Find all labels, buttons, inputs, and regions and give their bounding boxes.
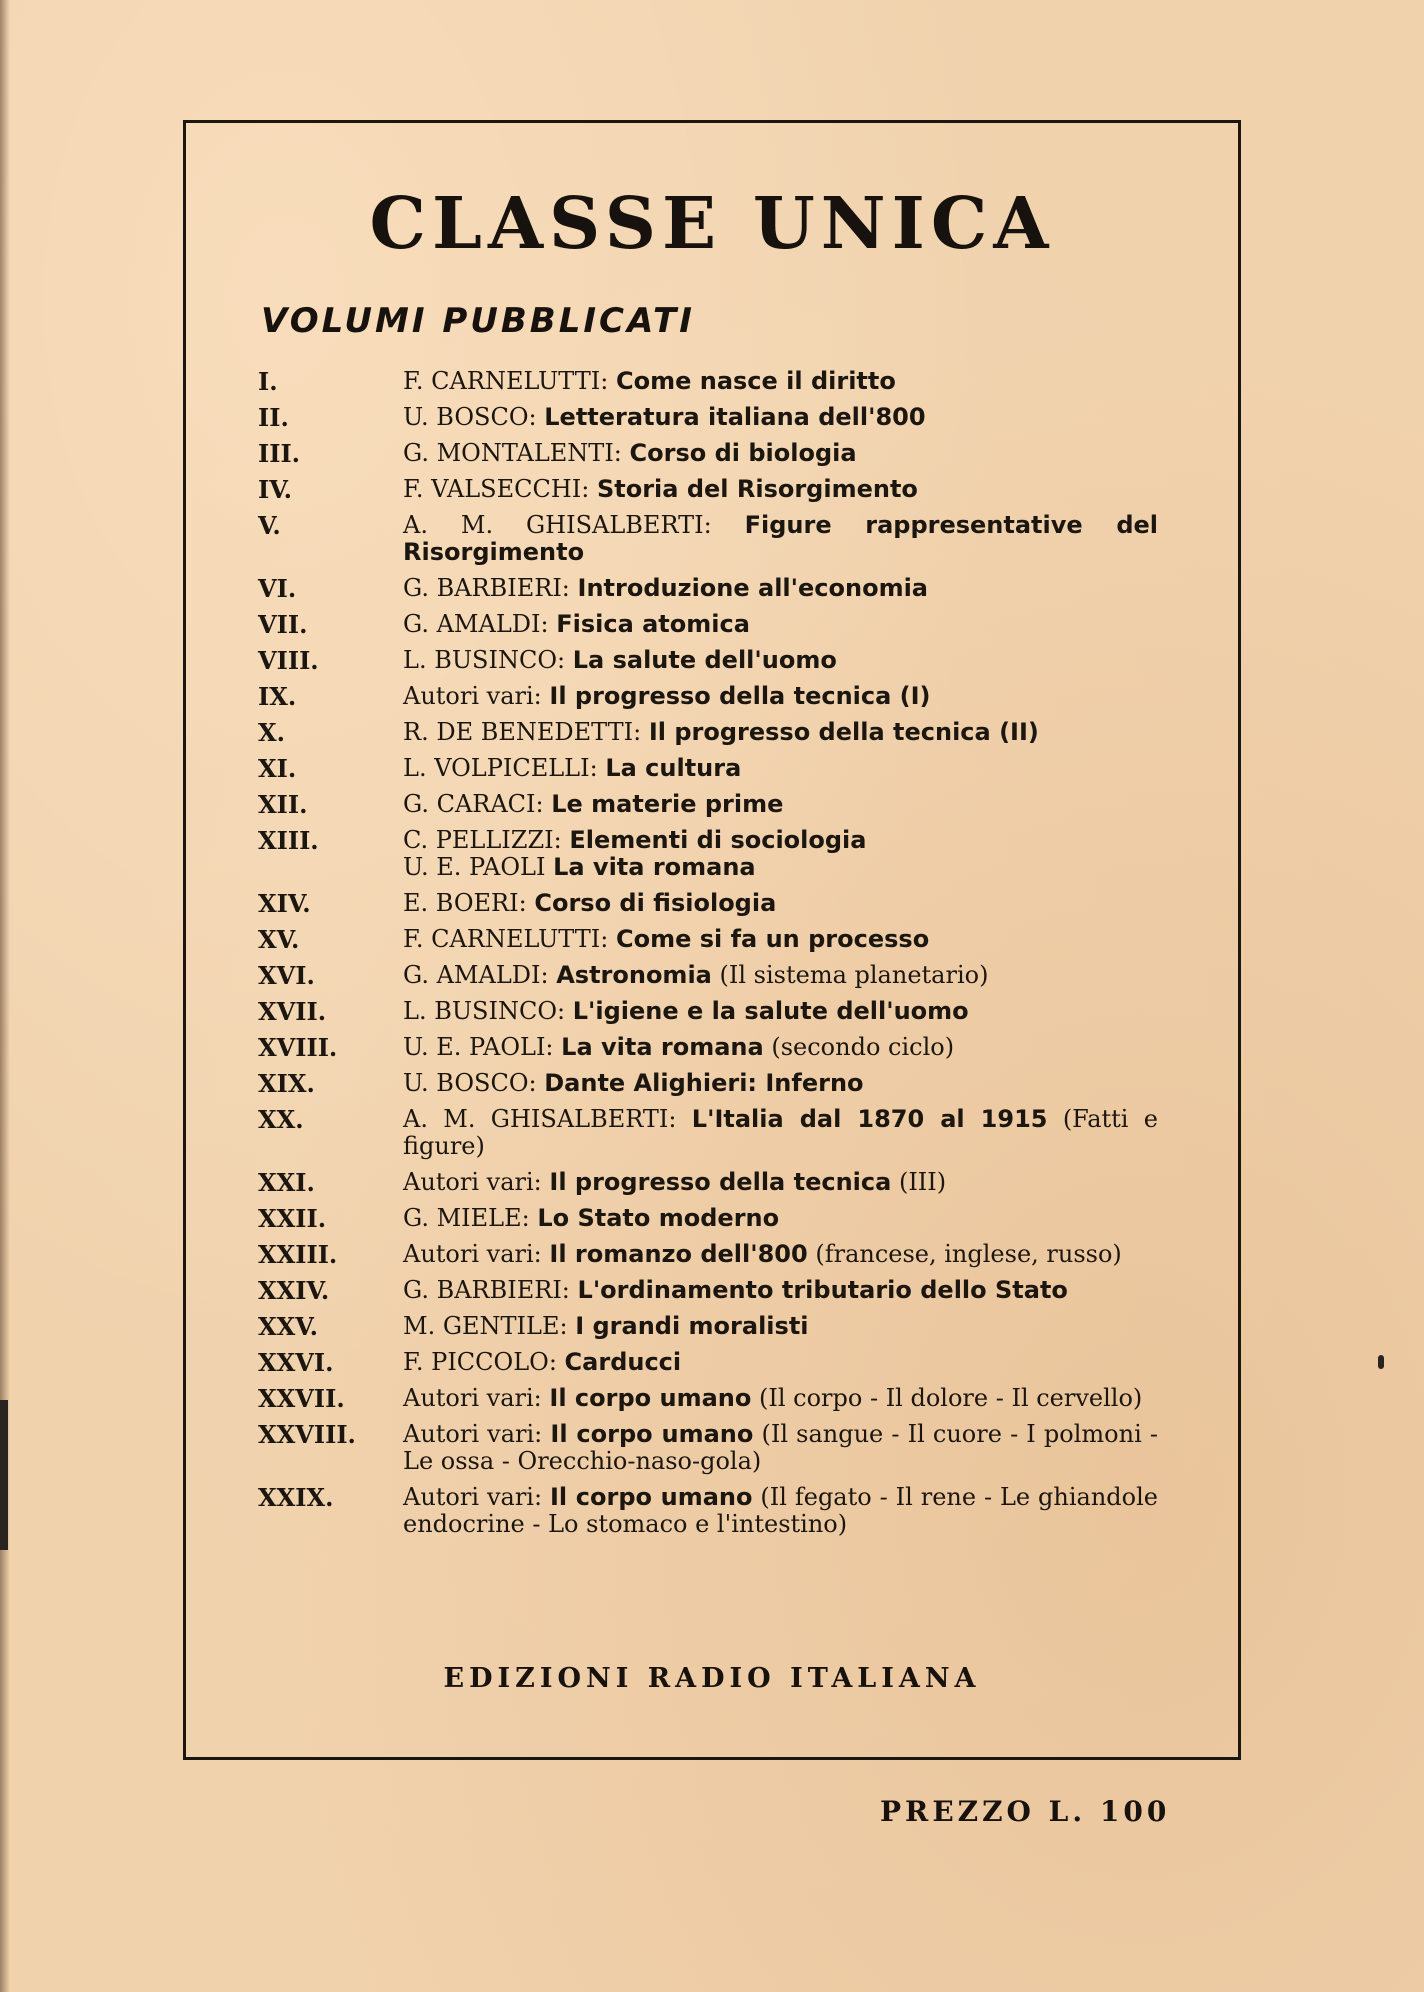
- volume-author: U. BOSCO:: [403, 1069, 537, 1097]
- volume-title: Lo Stato moderno: [537, 1204, 780, 1232]
- volume-entry: [403, 1205, 1158, 1232]
- volume-row: [258, 1205, 1158, 1232]
- volume-entry: [403, 1241, 1158, 1268]
- volume-number: XXIV.: [258, 1276, 330, 1305]
- volume-entry: [403, 998, 1158, 1025]
- volume-number: I.: [258, 367, 278, 396]
- volume-title: Come nasce il diritto: [615, 367, 896, 395]
- volume-number: XXVI.: [258, 1348, 334, 1377]
- volume-title: Corso di biologia: [629, 439, 857, 467]
- volume-row: [258, 1034, 1158, 1061]
- volume-number: III.: [258, 439, 301, 468]
- volume-row: [258, 476, 1158, 503]
- volume-title: Fisica atomica: [556, 610, 750, 638]
- volume-author: E. BOERI:: [403, 889, 527, 917]
- volume-title: Il corpo umano: [549, 1384, 752, 1412]
- volume-entry: [403, 1484, 1158, 1538]
- volume-entry: [403, 1070, 1158, 1097]
- volume-entry: [403, 1349, 1158, 1376]
- volume-number: XXIX.: [258, 1483, 334, 1512]
- volume-row: [258, 1277, 1158, 1304]
- volume-row: [258, 440, 1158, 467]
- volume-subtitle: (Il sangue - Il cuore - I polmoni - Le ossa - Orecchio-naso-gola): [403, 1420, 1158, 1475]
- volume-row: [258, 755, 1158, 782]
- volume-row: [258, 647, 1158, 674]
- volume-row: [258, 1421, 1158, 1475]
- volume-number: XXI.: [258, 1168, 315, 1197]
- volume-number: XI.: [258, 754, 297, 783]
- volume-author: F. CARNELUTTI:: [403, 925, 609, 953]
- volume-author: A. M. GHISALBERTI:: [403, 511, 712, 539]
- volume-author: Autori vari:: [403, 1384, 542, 1412]
- volume-number: X.: [258, 718, 285, 747]
- volume-author: L. BUSINCO:: [403, 997, 566, 1025]
- page-edge-tear: [0, 1400, 8, 1550]
- volume-author: F. CARNELUTTI:: [403, 367, 609, 395]
- volume-row: [258, 926, 1158, 953]
- volume-author: Autori vari:: [403, 1240, 542, 1268]
- volume-row: [258, 998, 1158, 1025]
- volume-author: Autori vari:: [403, 682, 542, 710]
- volume-number: XX.: [258, 1105, 304, 1134]
- volume-row: [258, 791, 1158, 818]
- volume-entry: [403, 890, 1158, 917]
- volume-row: [258, 611, 1158, 638]
- volume-entry: [403, 962, 1158, 989]
- volume-entry: [403, 719, 1158, 746]
- volume-row: [258, 1349, 1158, 1376]
- volume-number: XXVII.: [258, 1384, 345, 1413]
- volume-entry: [403, 791, 1158, 818]
- volume-subtitle: (III): [898, 1168, 947, 1196]
- volume-number: XV.: [258, 925, 300, 954]
- volume-row: [258, 1070, 1158, 1097]
- volume-row: [258, 1484, 1158, 1538]
- volume-entry: [403, 1169, 1158, 1196]
- volume-number: VII.: [258, 610, 308, 639]
- volume-number: V.: [258, 511, 281, 540]
- volume-title: La salute dell'uomo: [572, 646, 837, 674]
- volume-entry: [403, 575, 1158, 602]
- volume-author: Autori vari:: [403, 1483, 543, 1511]
- volume-title: Elementi di sociologia: [569, 826, 867, 854]
- volume-number: IV.: [258, 475, 293, 504]
- volume-subtitle: (secondo ciclo): [771, 1033, 955, 1061]
- volume-subtitle: (Il corpo - Il dolore - Il cervello): [759, 1384, 1143, 1412]
- volume-title: Storia del Risorgimento: [596, 475, 918, 503]
- volume-number: XXVIII.: [258, 1420, 356, 1449]
- volume-title: Carducci: [564, 1348, 682, 1376]
- volume-row: [258, 1169, 1158, 1196]
- volume-subtitle: (Il fegato - Il rene - Le ghiandole endocrine - Lo stomaco e l'intestino): [403, 1483, 1158, 1538]
- volume-author: F. VALSECCHI:: [403, 475, 590, 503]
- volume-entry: [403, 404, 1158, 431]
- volume-title: Letteratura italiana dell'800: [544, 403, 926, 431]
- publisher-name: EDIZIONI RADIO ITALIANA: [443, 1663, 981, 1694]
- volume-entry: [403, 1106, 1158, 1160]
- volume-row: [258, 575, 1158, 602]
- volume-row: [258, 962, 1158, 989]
- volume-number: XVIII.: [258, 1033, 338, 1062]
- volume-number: XVI.: [258, 961, 315, 990]
- volume-entry: [403, 926, 1158, 953]
- volume-number: II.: [258, 403, 289, 432]
- volume-number: XIX.: [258, 1069, 315, 1098]
- volume-author: G. BARBIERI:: [403, 1276, 570, 1304]
- volume-row: [258, 1313, 1158, 1340]
- volume-number: XXV.: [258, 1312, 319, 1341]
- volume-number: XXIII.: [258, 1240, 338, 1269]
- volume-title: Il romanzo dell'800: [549, 1240, 808, 1268]
- volume-author: M. GENTILE:: [403, 1312, 568, 1340]
- volume-entry: [403, 1385, 1158, 1412]
- volume-author: G. CARACI:: [403, 790, 544, 818]
- volume-subtitle: (Il sistema planetario): [719, 961, 989, 989]
- volume-author: G. AMALDI:: [403, 610, 549, 638]
- volume-title: Il progresso della tecnica (II): [648, 718, 1039, 746]
- volume-number: VI.: [258, 574, 297, 603]
- content-frame: [183, 120, 1241, 1760]
- volume-author: F. PICCOLO:: [403, 1348, 557, 1376]
- volume-title: Il corpo umano: [549, 1483, 753, 1511]
- volume-row: [258, 719, 1158, 746]
- volume-author: G. BARBIERI:: [403, 574, 570, 602]
- volume-row: [258, 404, 1158, 431]
- series-title: CLASSE UNICA: [369, 181, 1055, 265]
- volume-author: U. BOSCO:: [403, 403, 537, 431]
- volume-number: VIII.: [258, 646, 319, 675]
- volume-number: XVII.: [258, 997, 327, 1026]
- volume-title: L'Italia dal 1870 al 1915: [691, 1105, 1048, 1133]
- volume-entry: [403, 440, 1158, 467]
- volume-entry: [403, 755, 1158, 782]
- volume-title: Astronomia: [556, 961, 712, 989]
- volume-row: [258, 1241, 1158, 1268]
- volume-entry: [403, 368, 1158, 395]
- volume-author: L. BUSINCO:: [403, 646, 566, 674]
- volume-author: U. E. PAOLI:: [403, 1033, 554, 1061]
- volume-entry: [403, 647, 1158, 674]
- volume-entry: [403, 611, 1158, 638]
- volume-row: [258, 827, 1158, 881]
- page-edge-shadow: [0, 0, 10, 1992]
- paper-speck: [1378, 1355, 1384, 1369]
- volume-title: I grandi moralisti: [575, 1312, 809, 1340]
- volume-title: Il progresso della tecnica: [549, 1168, 892, 1196]
- volume-title: Introduzione all'economia: [577, 574, 929, 602]
- volume-title: Come si fa un processo: [615, 925, 930, 953]
- volume-entry: [403, 1313, 1158, 1340]
- volume-author: U. E. PAOLI: [403, 853, 546, 881]
- price-label: PREZZO L. 100: [880, 1795, 1171, 1828]
- volume-title: Dante Alighieri: Inferno: [544, 1069, 864, 1097]
- volume-author: C. PELLIZZI:: [403, 826, 562, 854]
- volume-entry: [403, 683, 1158, 710]
- volume-row: [258, 1385, 1158, 1412]
- section-heading: VOLUMI PUBBLICATI: [261, 301, 695, 341]
- volume-author: G. MIELE:: [403, 1204, 530, 1232]
- volume-author: Autori vari:: [403, 1420, 543, 1448]
- volume-title: La vita romana: [553, 853, 756, 881]
- volume-entry: [403, 1421, 1158, 1475]
- volume-row: [258, 1106, 1158, 1160]
- volume-entry: [403, 1034, 1158, 1061]
- volume-author: R. DE BENEDETTI:: [403, 718, 642, 746]
- volume-entry: [403, 512, 1158, 566]
- volume-author: Autori vari:: [403, 1168, 542, 1196]
- volume-row: [258, 890, 1158, 917]
- volume-title: L'ordinamento tributario dello Stato: [577, 1276, 1068, 1304]
- volume-row: [258, 683, 1158, 710]
- volume-title: La cultura: [605, 754, 742, 782]
- volume-number: XIII.: [258, 826, 319, 855]
- volume-author: L. VOLPICELLI:: [403, 754, 598, 782]
- volume-subtitle: (francese, inglese, russo): [815, 1240, 1122, 1268]
- volume-number: IX.: [258, 682, 297, 711]
- volume-title: L'igiene e la salute dell'uomo: [572, 997, 969, 1025]
- volume-title: Corso di fisiologia: [534, 889, 777, 917]
- volume-author: G. MONTALENTI:: [403, 439, 622, 467]
- volume-row: [258, 512, 1158, 566]
- volume-subtitle: (Fatti e figure): [403, 1105, 1158, 1160]
- volume-entry: [403, 476, 1158, 503]
- volume-row: [258, 368, 1158, 395]
- volume-title: Il corpo umano: [550, 1420, 754, 1448]
- volume-number: XIV.: [258, 889, 311, 918]
- volume-title: Figure rappresentative del Risorgimento: [403, 511, 1158, 566]
- volume-entry: [403, 827, 1158, 881]
- volume-author: G. AMALDI:: [403, 961, 549, 989]
- volume-entry: [403, 1277, 1158, 1304]
- volume-number: XII.: [258, 790, 308, 819]
- volume-title: Il progresso della tecnica (I): [549, 682, 931, 710]
- volume-title: Le materie prime: [551, 790, 784, 818]
- volume-title: La vita romana: [561, 1033, 764, 1061]
- volume-author: A. M. GHISALBERTI:: [403, 1105, 677, 1133]
- volume-number: XXII.: [258, 1204, 327, 1233]
- volume-list: [258, 368, 1158, 1547]
